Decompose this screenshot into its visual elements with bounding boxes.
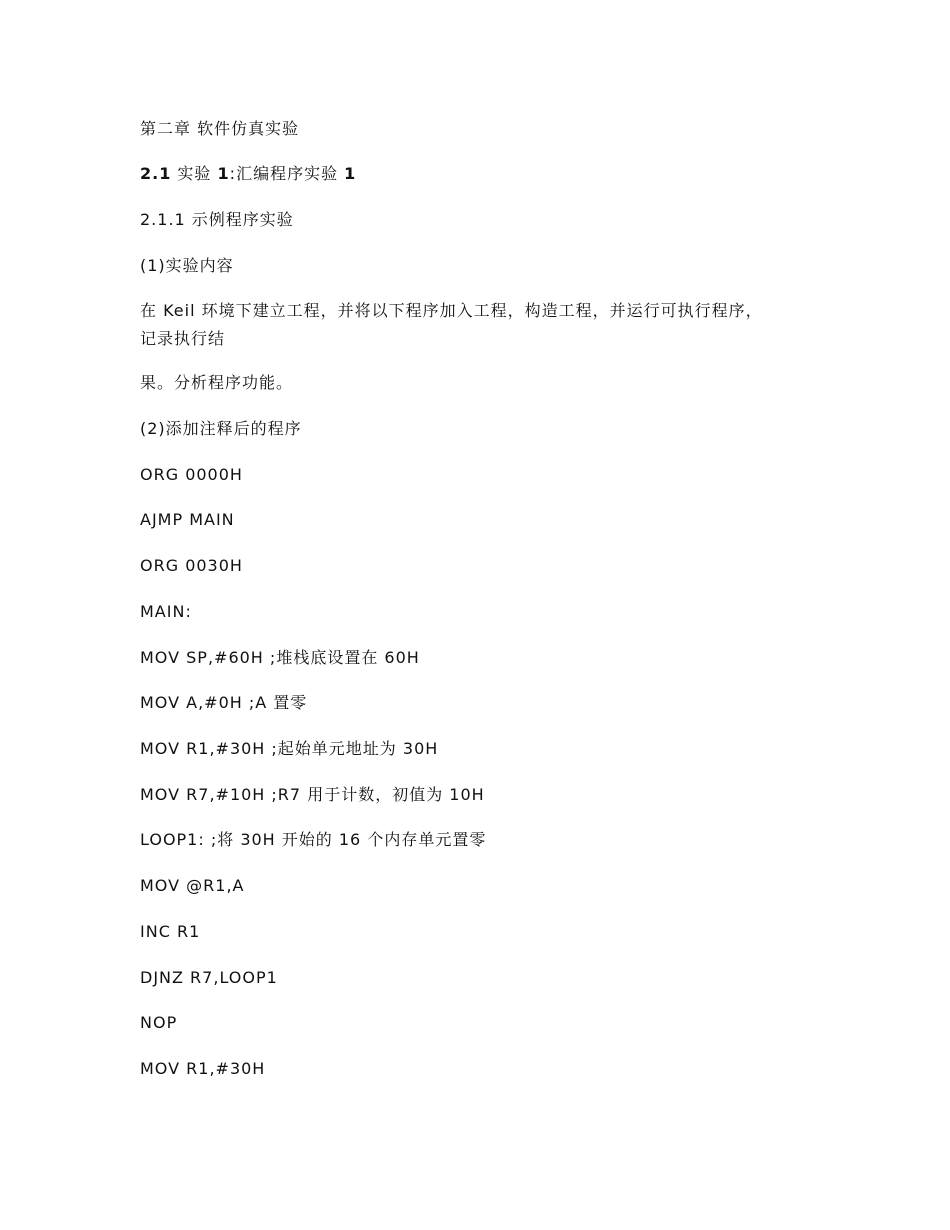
item1-heading: (1)实验内容: [140, 256, 234, 275]
code-line: LOOP1: ;将 30H 开始的 16 个内存单元置零: [140, 830, 487, 849]
section-experiment-number-2: 1: [344, 164, 357, 183]
section-experiment-number: 1: [217, 164, 230, 183]
code-line: INC R1: [140, 922, 201, 941]
section-title-mid: 实验: [171, 164, 218, 183]
code-line: MAIN:: [140, 602, 192, 621]
code-line: ORG 0030H: [140, 556, 243, 575]
code-line: MOV R1,#30H: [140, 1059, 266, 1078]
subsection-title: 2.1.1 示例程序实验: [140, 210, 294, 229]
code-line: MOV A,#0H ;A 置零: [140, 693, 308, 712]
code-line: DJNZ R7,LOOP1: [140, 968, 278, 987]
item2-heading: (2)添加注释后的程序: [140, 419, 302, 438]
code-line: MOV @R1,A: [140, 876, 245, 895]
code-line: ORG 0000H: [140, 465, 243, 484]
code-line: MOV SP,#60H ;堆栈底设置在 60H: [140, 648, 420, 667]
item1-text-line1: 在 Keil 环境下建立工程，并将以下程序加入工程，构造工程，并运行可执行程序，: [140, 301, 763, 320]
section-title-rest: :汇编程序实验: [229, 164, 345, 183]
item1-text-line3: 果。分析程序功能。: [140, 373, 294, 392]
code-line: MOV R7,#10H ;R7 用于计数，初值为 10H: [140, 785, 485, 804]
item1-text-line2: 记录执行结: [140, 329, 226, 348]
code-line: AJMP MAIN: [140, 510, 235, 529]
chapter-title: 第二章 软件仿真实验: [140, 119, 300, 138]
section-title: [140, 160, 820, 188]
section-number: 2.1: [140, 164, 172, 183]
code-line: MOV R1,#30H ;起始单元地址为 30H: [140, 739, 439, 758]
code-line: NOP: [140, 1013, 178, 1032]
